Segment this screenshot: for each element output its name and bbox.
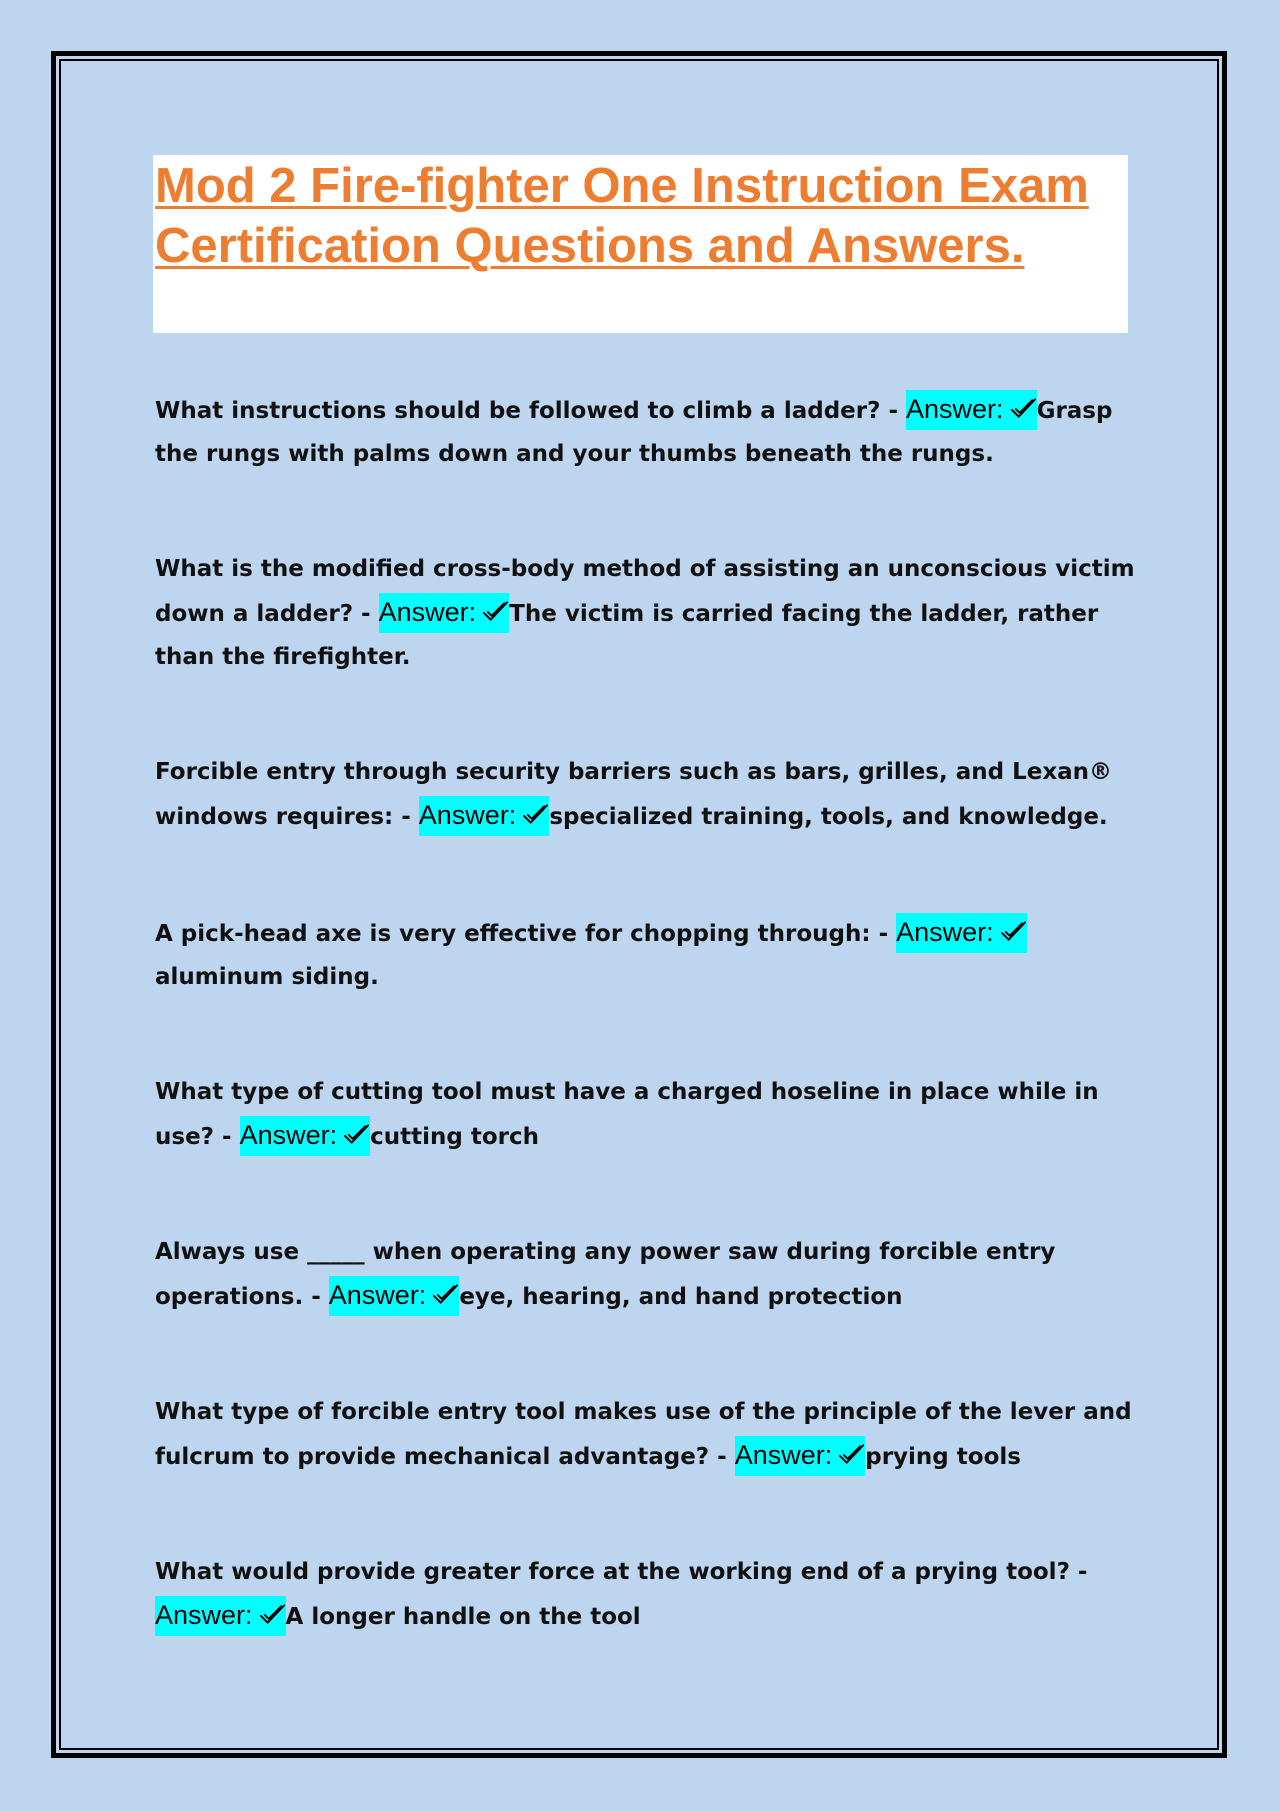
answer-tag — [379, 593, 510, 633]
check-icon — [1010, 397, 1037, 421]
question-text: What type of forcible entry tool makes use of the principle of the lever and fulcrum to provide mechanical advantage? - — [155, 1399, 1132, 1470]
answer-text: Grasp the rungs with palms down and your thumbs beneath the rungs. — [155, 398, 1113, 467]
question-text: What is the modified cross-body method of assisting an unconscious victim down a ladder? - — [155, 556, 1135, 627]
answer-label: Answer: — [239, 1120, 338, 1150]
check-icon — [838, 1443, 865, 1467]
check-icon — [432, 1283, 459, 1307]
question-text: What instructions should be followed to climb a ladder? - — [155, 398, 907, 424]
question-text: A pick-head axe is very effective for chopping through: - — [155, 921, 897, 947]
answer-text: prying tools — [865, 1444, 1021, 1470]
answer-text: eye, hearing, and hand protection — [459, 1284, 903, 1310]
answer-text: specialized training, tools, and knowledge. — [549, 804, 1108, 830]
check-icon — [259, 1603, 286, 1627]
answer-label: Answer: — [906, 394, 1004, 424]
question-text: What type of cutting tool must have a charged hoseline in place while in use? - — [155, 1079, 1099, 1150]
answer-label: Answer: — [896, 917, 994, 947]
qa-item — [155, 548, 1145, 679]
qa-item — [155, 388, 1145, 476]
answer-label: Answer: — [378, 597, 477, 627]
qa-item — [155, 1391, 1145, 1479]
answer-tag — [906, 390, 1037, 430]
answer-tag — [240, 1116, 371, 1156]
check-icon — [343, 1123, 370, 1147]
qa-item — [155, 1071, 1145, 1159]
answer-text: aluminum siding. — [155, 964, 379, 990]
answer-text: The victim is carried facing the ladder, rather than the firefighter. — [155, 601, 1099, 670]
question-text: Always use _____ when operating any power saw during forcible entry operations. - — [155, 1239, 1056, 1310]
check-icon — [1000, 920, 1027, 944]
answer-tag — [896, 913, 1027, 953]
qa-item — [155, 751, 1145, 839]
answer-tag — [155, 1596, 286, 1636]
qa-item — [155, 1551, 1145, 1639]
qa-list — [155, 388, 1145, 1711]
answer-label: Answer: — [328, 1280, 427, 1310]
check-icon — [522, 803, 549, 827]
check-icon — [482, 600, 509, 624]
answer-tag — [735, 1436, 866, 1476]
qa-item — [155, 911, 1145, 999]
question-text: What would provide greater force at the working end of a prying tool? - — [155, 1559, 1088, 1585]
question-text: Forcible entry through security barriers such as bars, grilles, and Lexan® windows requires: - — [155, 759, 1113, 830]
answer-tag — [329, 1276, 460, 1316]
answer-label: Answer: — [418, 800, 517, 830]
answer-label: Answer: — [155, 1600, 253, 1630]
answer-text: A longer handle on the tool — [285, 1604, 641, 1630]
answer-tag — [419, 796, 550, 836]
qa-item — [155, 1231, 1145, 1319]
answer-label: Answer: — [734, 1440, 833, 1470]
answer-text: cutting torch — [370, 1124, 539, 1150]
document-title: Mod 2 Fire-fighter One Instruction Exam Certification Questions and Answers. — [155, 159, 1089, 273]
